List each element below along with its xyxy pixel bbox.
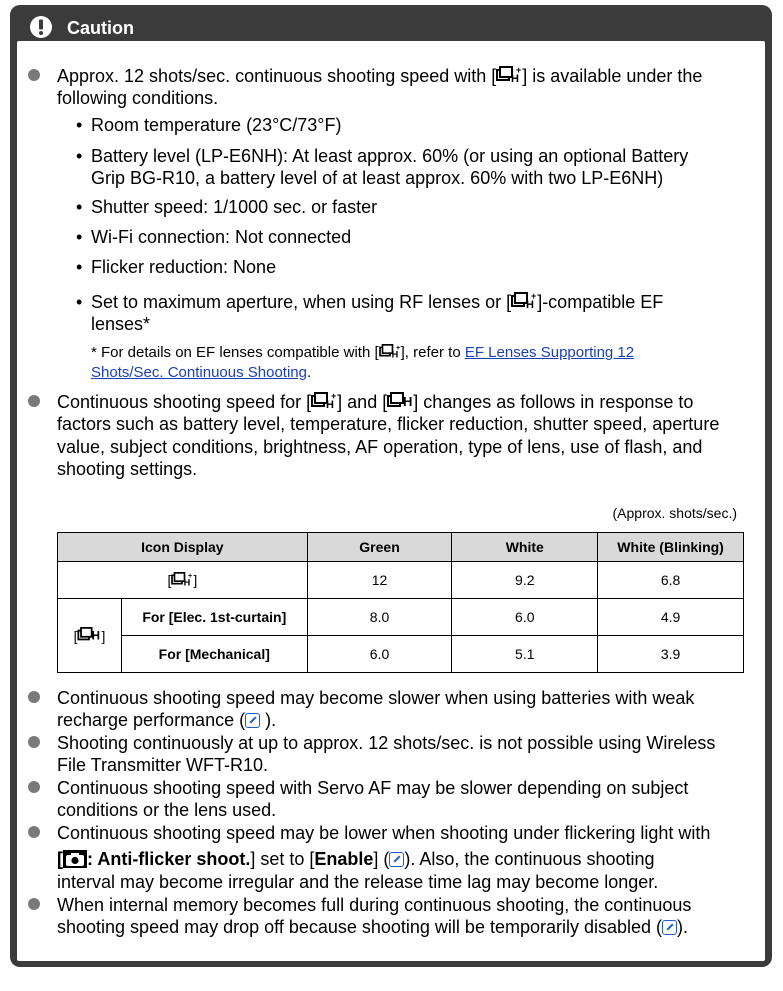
sub-bullet: • [76, 146, 83, 166]
condition-item: Grip BG-R10, a battery level of at least approx. 60% with two LP-E6NH) [91, 168, 664, 188]
bullet-1-line-2: recharge performance ( ). [57, 710, 277, 730]
svg-text:H: H [526, 299, 535, 310]
bullet-2-line-1: Shooting continuously at up to approx. 12 shots/sec. is not possible using Wireless [57, 733, 716, 753]
high-speed-continuous-plus-icon [496, 66, 522, 84]
para-2-line-4: shooting settings. [57, 459, 198, 479]
ef-lenses-link[interactable]: EF Lenses Supporting 12 [464, 344, 635, 361]
para-1-line-2: following conditions. [57, 88, 219, 108]
para-2-line-2: factors such as battery level, temperature, flicker reduction, shutter speed, aperture [57, 414, 720, 434]
row-icon-plus: [ H + ] [58, 562, 308, 599]
bullet-3-line-2: conditions or the lens used. [57, 800, 277, 820]
page-reference-icon[interactable] [389, 852, 404, 867]
condition-item: Shutter speed: 1/1000 sec. or faster [91, 197, 378, 217]
header-icon-display: Icon Display [58, 533, 308, 562]
bullet-2-line-2: File Transmitter WFT-R10. [57, 755, 269, 775]
page-reference-icon[interactable] [662, 920, 677, 935]
caution-title: Caution [67, 18, 134, 38]
sub-bullet: • [76, 227, 83, 247]
svg-text:+: + [331, 392, 337, 401]
bullet-icon [28, 898, 40, 910]
bullet-icon [28, 781, 40, 793]
bullet-3-line-1: Continuous shooting speed with Servo AF may be slower depending on subject [57, 778, 689, 798]
svg-text:+: + [188, 572, 193, 580]
cell-value: 6.0 [452, 599, 598, 636]
condition-item: Battery level (LP-E6NH): At least approx. 60% (or using an optional Battery [91, 146, 689, 166]
para-1-line-1: Approx. 12 shots/sec. continuous shooting speed with [ H + ] is available under the [57, 66, 703, 86]
bullet-icon [28, 736, 40, 748]
high-speed-continuous-plus-icon [379, 344, 401, 359]
bullet-4-line-1: Continuous shooting speed may be lower when shooting under flickering light with [57, 823, 711, 843]
high-speed-continuous-icon [387, 392, 413, 410]
row-label-elec: For [Elec. 1st-curtain] [121, 599, 307, 636]
svg-text:H: H [183, 577, 191, 587]
svg-text:+: + [395, 344, 400, 352]
footnote-line-2: Shots/Sec. Continuous Shooting. [91, 364, 312, 381]
bullet-icon [28, 395, 40, 407]
cell-value: 6.0 [307, 636, 452, 673]
svg-text:H: H [391, 349, 398, 359]
header-white-blinking: White (Blinking) [598, 533, 744, 562]
bullet-4-line-3: interval may become irregular and the release time lag may become longer. [57, 872, 659, 892]
table-unit-note: (Approx. shots/sec.) [612, 505, 737, 521]
high-speed-continuous-plus-icon [311, 392, 337, 410]
svg-text:H: H [403, 394, 413, 409]
exclamation-icon [29, 15, 53, 39]
high-speed-continuous-icon [77, 627, 101, 643]
condition-item: Room temperature (23°C/73°F) [91, 115, 342, 135]
sub-bullet: • [76, 115, 83, 135]
bullet-icon [28, 826, 40, 838]
cell-value: 9.2 [452, 562, 598, 599]
speed-table [57, 532, 744, 673]
svg-text:+: + [516, 66, 522, 75]
row-label-mech: For [Mechanical] [121, 636, 307, 673]
cell-value: 5.1 [452, 636, 598, 673]
svg-text:H: H [326, 399, 335, 410]
cell-value: 3.9 [598, 636, 744, 673]
camera-icon [63, 850, 87, 868]
high-speed-continuous-plus-icon [511, 292, 537, 310]
condition-item: lenses* [91, 314, 151, 334]
sub-bullet: • [76, 292, 83, 312]
svg-text:+: + [531, 292, 537, 301]
bullet-icon [28, 69, 40, 81]
bullet-5-line-2: shooting speed may drop off because shooting will be temporarily disabled ( ). [57, 917, 689, 937]
para-2-line-1: Continuous shooting speed for [ H + ] and [ H ] changes as follows in response to [57, 392, 694, 412]
condition-item: Flicker reduction: None [91, 257, 277, 277]
svg-text:H: H [92, 630, 101, 643]
bullet-4-line-2: [ : Anti-flicker shoot.] set to [Enable] ( ). Also, the continuous shooting [57, 849, 655, 869]
cell-value: 4.9 [598, 599, 744, 636]
condition-item: Wi-Fi connection: Not connected [91, 227, 352, 247]
page-reference-icon[interactable] [245, 713, 260, 728]
bullet-icon [28, 691, 40, 703]
row-icon-h: [ H ] [58, 599, 122, 673]
cell-value: 6.8 [598, 562, 744, 599]
bullet-5-line-1: When internal memory becomes full during continuous shooting, the continuous [57, 895, 692, 915]
header-green: Green [307, 533, 452, 562]
footnote: * For details on EF lenses compatible with [ H + ], refer to EF Lenses Supporting 12 [91, 344, 635, 361]
high-speed-continuous-plus-icon [171, 572, 193, 587]
cell-value: 8.0 [307, 599, 452, 636]
para-2-line-3: value, subject conditions, brightness, AF operation, type of lens, use of flash, and [57, 437, 703, 457]
sub-bullet: • [76, 197, 83, 217]
ef-lenses-link-2[interactable]: Shots/Sec. Continuous Shooting [91, 364, 307, 381]
svg-text:H: H [511, 73, 520, 84]
bullet-1-line-1: Continuous shooting speed may become slower when using batteries with weak [57, 688, 695, 708]
condition-item: Set to maximum aperture, when using RF lenses or [ H + ]-compatible EF [91, 292, 664, 312]
sub-bullet: • [76, 257, 83, 277]
header-white: White [452, 533, 598, 562]
cell-value: 12 [307, 562, 452, 599]
